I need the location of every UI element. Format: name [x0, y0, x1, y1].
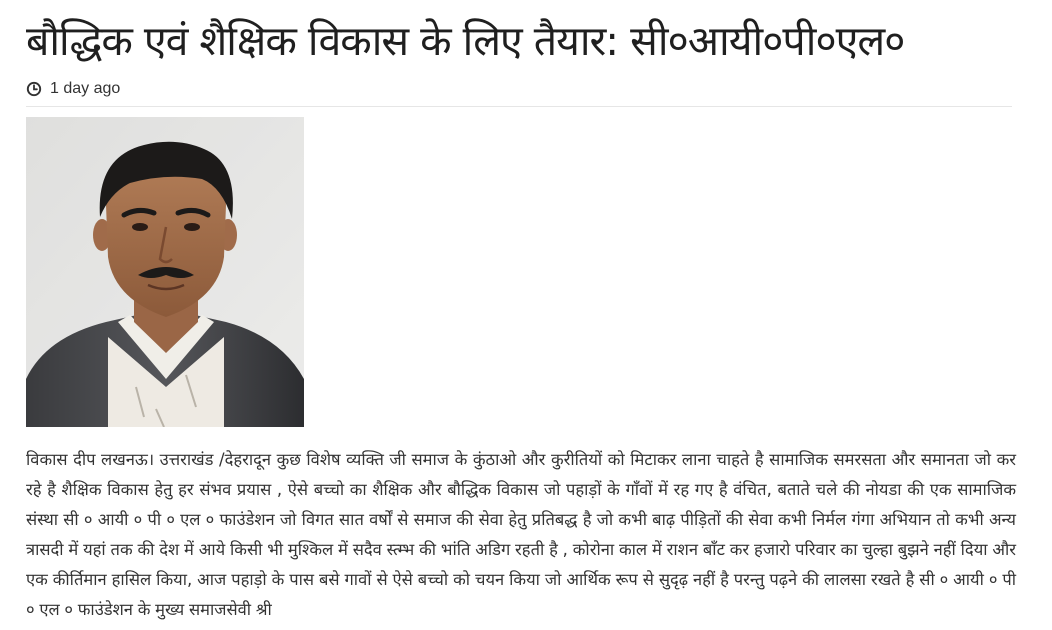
- post-time: 1 day ago: [50, 80, 121, 97]
- article-title: बौद्धिक एवं शैक्षिक विकास के लिए तैयार: सी०आयी०पी०एल०: [26, 17, 905, 65]
- clock-icon: [26, 81, 42, 97]
- article-photo: [26, 117, 304, 427]
- article-body: विकास दीप लखनऊ। उत्तराखंड /देहरादून कुछ विशेष व्यक्ति जी समाज के कुंठाओ और कुरीतियों को मिटाकर लाना चाहते है सामाजिक समरसता और समानता जो कर रहे है शैक्षिक विकास हेतु हर संभव प्रयास , ऐसे बच्चो का शैक्षिक और बौद्धिक विकास जो पहाड़ों के गाँवों में रह गए है वंचित, बताते चले की नोयडा की एक सामाजिक संस्था सी ० आयी ० पी ० एल ० फाउंडेशन जो विगत सात वर्षों से समाज की सेवा हेतु प्रतिबद्ध है जो कभी बाढ़ पीड़ितों की सेवा कभी निर्मल गंगा अभियान तो कभी अन्य त्रासदी में यहां तक की देश में आये किसी भी मुश्किल में सदैव स्त्म्भ की भांति अडिग रहती है , कोरोना काल में राशन बाँट कर हजारो परिवार का चुल्हा बुझने नहीं दिया और एक कीर्तिमान हासिल किया, आज पहाड़ो के पास बसे गावों से ऐसे बच्चो को चयन किया जो आर्थिक रूप से सुदृढ़ नहीं है परन्तु पढ़ने की लालसा रखते है सी ० आयी ० पी ० एल ० फाउंडेशन के मुख्य समाजसेवी श्री: [26, 450, 1016, 619]
- article-meta: [26, 78, 1052, 100]
- header-divider: [26, 106, 1012, 107]
